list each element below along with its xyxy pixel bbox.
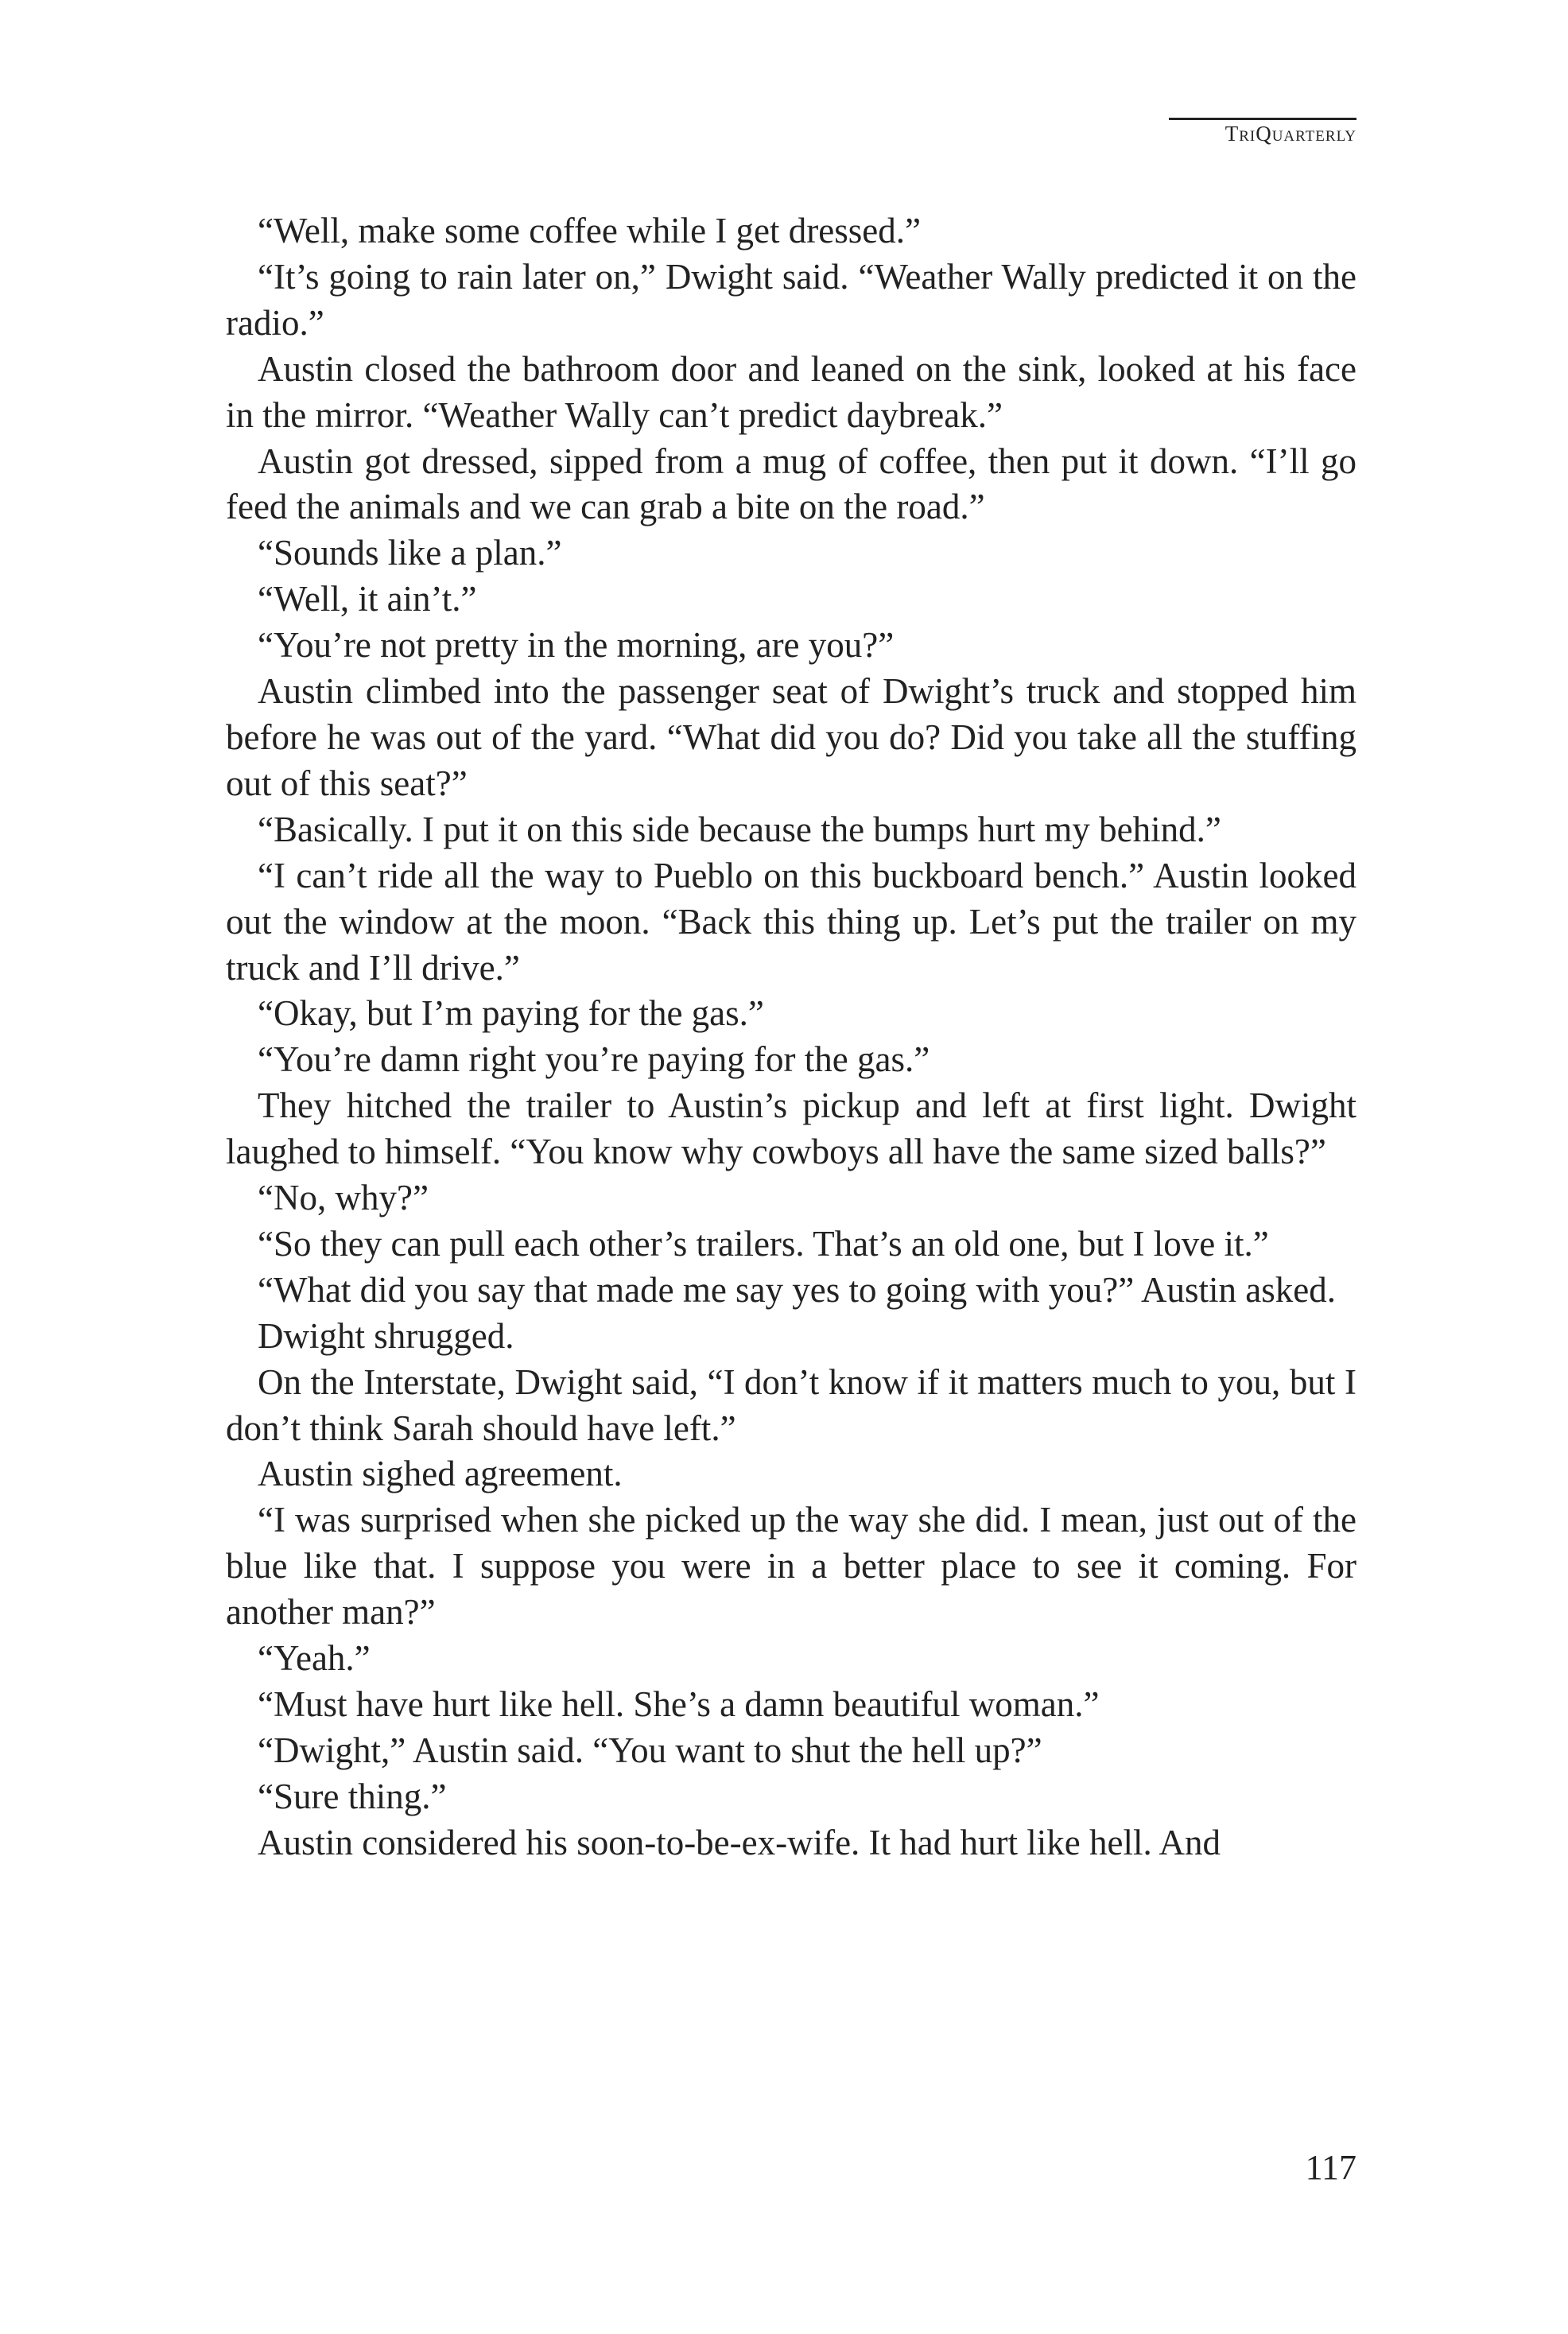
paragraph: Austin closed the bathroom door and leaned on the sink, looked at his face in the mirror. “Weather Wally can’t predict daybreak.” <box>226 348 1356 435</box>
paragraph: “I can’t ride all the way to Pueblo on this buckboard bench.” Austin looked out the window at the moon. “Back this thing up. Let’s put the trailer on my truck and I’ll drive.” <box>226 855 1356 988</box>
paragraph: On the Interstate, Dwight said, “I don’t know if it matters much to you, but I don’t think Sarah should have left.” <box>226 1361 1356 1448</box>
paragraph: “It’s going to rain later on,” Dwight said. “Weather Wally predicted it on the radio.” <box>226 256 1356 343</box>
paragraph: “Sure thing.” <box>258 1776 447 1816</box>
paragraph: “What did you say that made me say yes to going with you?” Austin asked. <box>258 1269 1336 1310</box>
paragraph: “Yeah.” <box>258 1638 371 1679</box>
paragraph: “You’re not pretty in the morning, are you?” <box>258 625 895 666</box>
paragraph: Austin considered his soon-to-be-ex-wife. It had hurt like hell. And <box>258 1822 1221 1862</box>
paragraph: “Basically. I put it on this side because the bumps hurt my behind.” <box>258 809 1221 849</box>
paragraph: “Must have hurt like hell. She’s a damn beautiful woman.” <box>258 1684 1100 1724</box>
paragraph: Dwight shrugged. <box>258 1315 514 1356</box>
paragraph: “Well, it ain’t.” <box>258 579 477 619</box>
paragraph: “So they can pull each other’s trailers. That’s an old one, but I love it.” <box>258 1223 1269 1264</box>
paragraph: Austin sighed agreement. <box>258 1454 623 1494</box>
paragraph: “Well, make some coffee while I get dressed.” <box>258 211 921 250</box>
paragraph: “No, why?” <box>258 1178 429 1218</box>
paragraph: “Dwight,” Austin said. “You want to shut the hell up?” <box>258 1730 1042 1770</box>
paragraph: Austin climbed into the passenger seat of Dwight’s truck and stopped him before he was out of the yard. “What did you do? Did you take all the stuffing out of this seat?” <box>226 671 1356 803</box>
paragraph: “Sounds like a plan.” <box>258 533 562 573</box>
paragraph: “I was surprised when she picked up the way she did. I mean, just out of the blue like that. I suppose you were in a better place to see it coming. For another man?” <box>226 1500 1356 1633</box>
page-number: 117 <box>1305 2148 1356 2187</box>
paragraph: “Okay, but I’m paying for the gas.” <box>258 993 764 1034</box>
running-head: TriQuarterly <box>1169 118 1356 146</box>
paragraph: “You’re damn right you’re paying for the gas.” <box>258 1039 930 1080</box>
paragraph: They hitched the trailer to Austin’s pickup and left at first light. Dwight laughed to himself. “You know why cowboys all have the same sized balls?” <box>226 1085 1356 1172</box>
body-text <box>226 208 1356 1866</box>
paragraph: Austin got dressed, sipped from a mug of coffee, then put it down. “I’ll go feed the animals and we can grab a bite on the road.” <box>226 441 1356 527</box>
